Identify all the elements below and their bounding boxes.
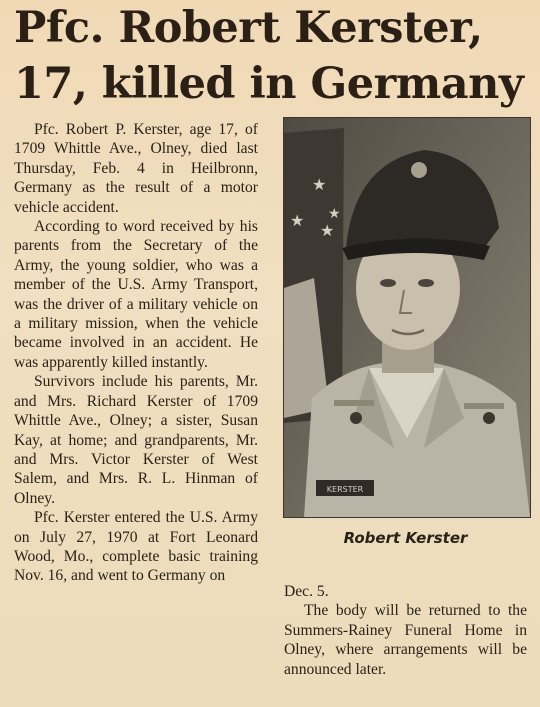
article-paragraph: Pfc. Robert P. Kerster, age 17, of 1709 Whittle Ave., Olney, died last Thursday, Feb. 4 in Heilbronn, Germany as the result of a motor vehicle accident. <box>14 121 258 216</box>
article-continuation: Dec. 5. <box>284 583 329 600</box>
photo-caption: Robert Kerster <box>343 529 468 547</box>
portrait-illustration <box>284 118 530 517</box>
article-left-column <box>14 120 258 586</box>
headline-line-2: 17, killed in Germany <box>14 59 524 109</box>
headline-line-1: Pfc. Robert Kerster, <box>14 3 483 53</box>
soldier-portrait-photo <box>283 117 531 518</box>
article-right-column <box>284 582 527 679</box>
headline <box>14 0 529 112</box>
article-paragraph: Pfc. Kerster entered the U.S. Army on July 27, 1970 at Fort Leonard Wood, Mo., complete basic training Nov. 16, and went to Germany on <box>14 509 258 585</box>
svg-text:★: ★ <box>320 221 335 240</box>
uniform-name-tag: KERSTER <box>326 485 364 494</box>
svg-text:★: ★ <box>290 211 305 230</box>
svg-text:★: ★ <box>328 206 341 222</box>
article-paragraph: According to word received by his parents from the Secretary of the Army, the young soldier, who was a member of the U.S. Army Transport, was the driver of a military vehicle on a military mission, when the vehicle became involved in an accident. He was apparently killed instantly. <box>14 218 258 371</box>
article-paragraph: The body will be returned to the Summers-Rainey Funeral Home in Olney, where arrangements will be announced later. <box>284 602 527 678</box>
svg-text:★: ★ <box>312 175 327 194</box>
article-paragraph: Survivors include his parents, Mr. and Mrs. Richard Kerster of 1709 Whittle Ave., Olney; a sister, Susan Kay, at home; and grandparents, Mr. and Mrs. Victor Kerster of West Salem, and Mrs. R. L. Hinman of Olney. <box>14 373 258 507</box>
